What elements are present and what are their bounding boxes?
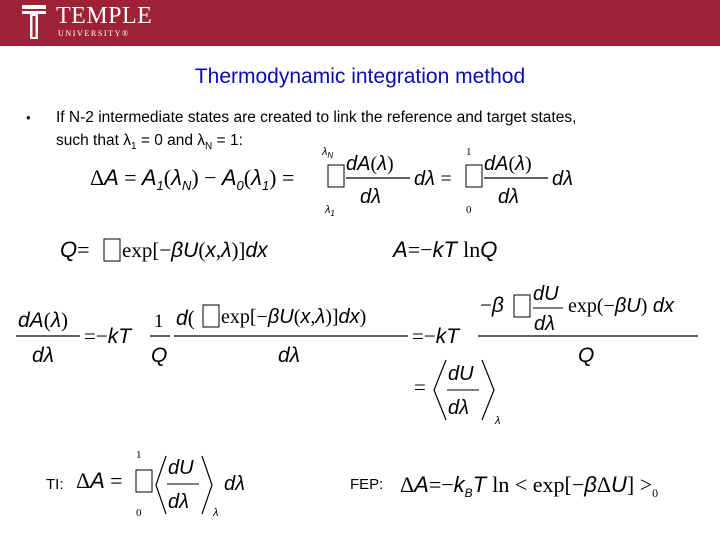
equation-partition-function	[60, 237, 269, 262]
bullet-dot-icon: •	[26, 110, 31, 125]
svg-text:−β: −β	[480, 293, 504, 317]
svg-text:λN: $\lambda_N$	[322, 146, 334, 160]
svg-text:=−kT: =−kT	[84, 324, 132, 348]
svg-text:dU: dU	[533, 283, 559, 305]
bullet-line-1: If N-2 intermediate states are created to link the reference and target states,	[56, 109, 577, 126]
equation-derivative-chain	[16, 283, 698, 427]
fep-label: FEP:	[350, 476, 384, 493]
svg-text:dλ: dλ	[448, 397, 469, 419]
svg-text:dλ: dλ	[360, 186, 381, 208]
svg-text:dλ: dλ	[278, 344, 301, 367]
svg-text:Q: Q	[151, 344, 168, 367]
svg-text:dλ =: dλ =	[414, 168, 452, 190]
svg-text:dλ: dλ	[498, 186, 519, 208]
equation-free-energy	[391, 237, 497, 262]
eq1-lhs: $\Delta A = A_1(\lambda_N) - A_0(\lambda_1)$ =	[90, 165, 295, 193]
svg-text:dλ: dλ	[32, 344, 55, 367]
svg-text:dA(λ): dA(λ)	[18, 308, 69, 332]
svg-text:ΔA=−kBT ln < exp[−βΔU] >0: $\Delta A=-k_BT$ $\ln < \exp[-\beta\Delta U] >_0$	[400, 472, 659, 500]
ti-label: TI:	[46, 476, 64, 493]
logo-name: TEMPLE	[56, 3, 153, 29]
svg-text:λ1: $\lambda_1$	[325, 204, 335, 218]
svg-text:1: 1	[136, 449, 142, 461]
svg-text:λ: λ	[495, 415, 501, 427]
svg-text:0: 0	[136, 507, 142, 519]
svg-text:dU: dU	[168, 457, 194, 479]
svg-text:dλ: dλ	[534, 313, 555, 335]
equation-delta-a-integral	[90, 146, 573, 218]
svg-text:λ: λ	[213, 507, 219, 519]
svg-text:Q=: Q=	[60, 237, 90, 262]
svg-text:Q: Q	[578, 344, 595, 367]
equation-ti	[76, 449, 245, 519]
svg-text:exp[−βU(x,λ)]dx: exp[−βU(x,λ)]dx	[122, 238, 268, 262]
svg-text:dλ: dλ	[168, 491, 189, 513]
svg-text:0: 0	[466, 204, 472, 216]
slide-title: Thermodynamic integration method	[194, 65, 526, 88]
integral-placeholder-box-2	[466, 165, 482, 187]
svg-text:ΔA =: ΔA =	[76, 468, 123, 493]
integral-placeholder-box-1	[328, 165, 344, 187]
svg-text:=: =	[414, 375, 426, 399]
svg-text:exp(−βU) dx: exp(−βU) dx	[568, 295, 675, 317]
svg-text:d(: d(	[176, 306, 195, 330]
svg-text:dλ: dλ	[224, 473, 245, 495]
svg-text:1: 1	[466, 146, 472, 158]
svg-text:dA(λ): dA(λ)	[484, 153, 532, 175]
svg-text:=−kT: =−kT	[412, 324, 460, 348]
svg-text:exp[−βU(x,λ)]dx): exp[−βU(x,λ)]dx)	[221, 306, 367, 328]
svg-text:A=−kT lnQ: A=−kT lnQ	[393, 237, 498, 262]
equation-fep	[400, 472, 658, 500]
logo-subtitle: UNIVERSITY®	[58, 29, 130, 38]
svg-text:1: 1	[154, 311, 164, 332]
svg-text:dλ: dλ	[552, 168, 573, 190]
svg-text:dU: dU	[448, 363, 474, 385]
svg-text:dA(λ): dA(λ)	[346, 153, 394, 175]
bullet-line-2: such that $\lambda_1 = 0$ and $\lambda_N = 1$:	[56, 132, 243, 153]
